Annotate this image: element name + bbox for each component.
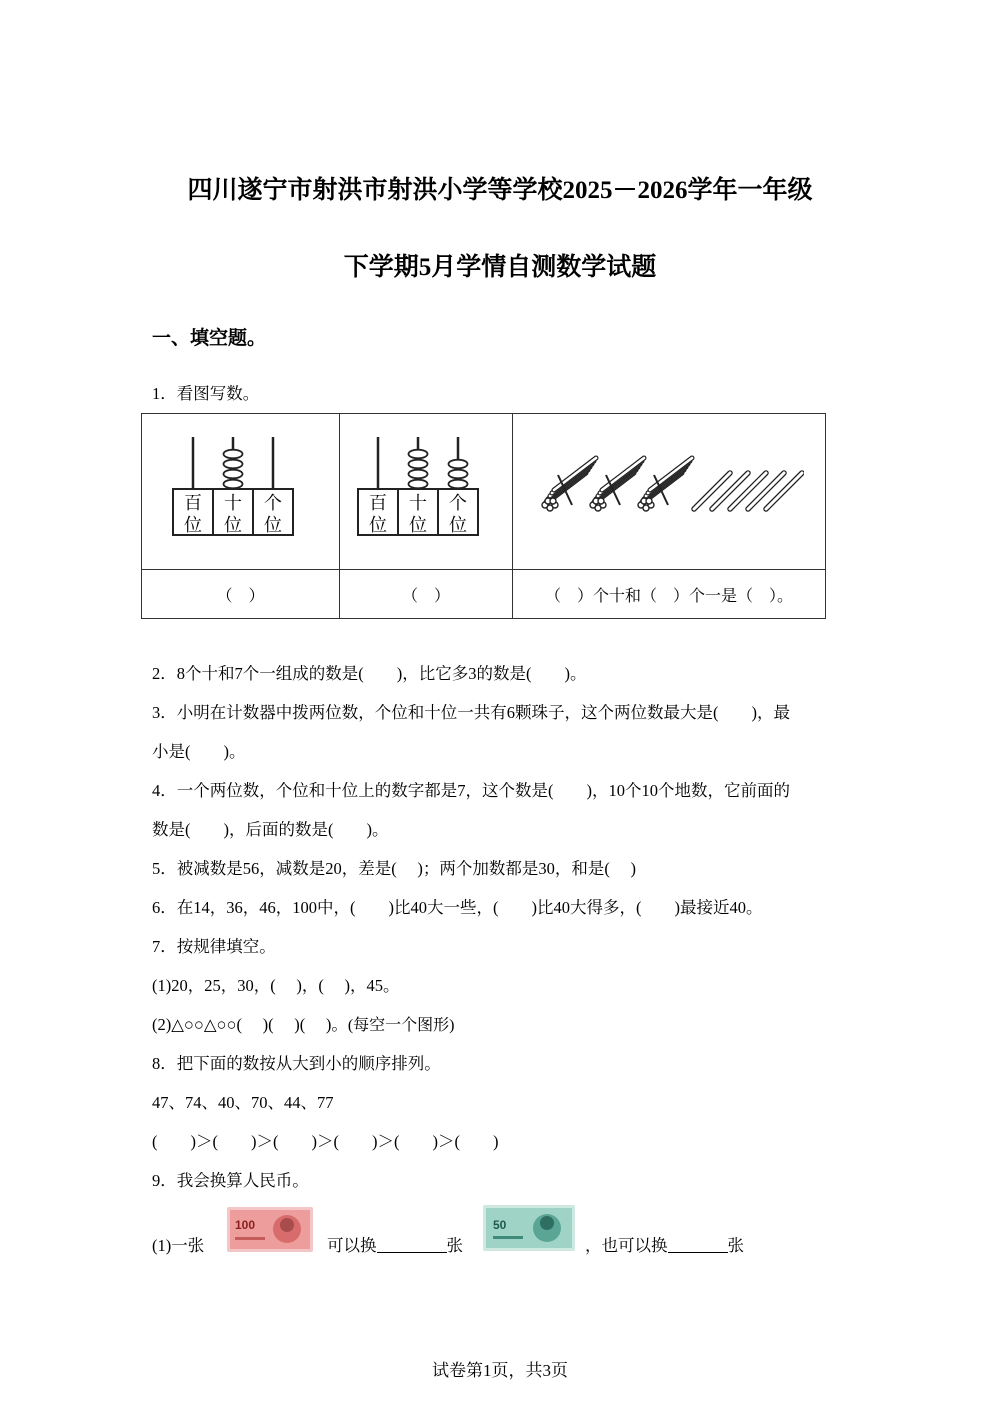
place-label-bottom: 位 [223, 514, 242, 536]
bundle-stick-fill [650, 458, 692, 490]
place-label-top: 百 [369, 492, 387, 514]
bundle-stick-fill [602, 458, 644, 490]
question-3-line-1: 3．小明在计数器中拨两位数，个位和十位一共有6颗珠子，这个两位数最大是( )，最 [152, 703, 790, 722]
abacus-cell-2 [340, 414, 513, 570]
question-7: 7．按规律填空。 [152, 937, 276, 956]
place-label-top: 个 [263, 492, 282, 514]
abacus-bead [409, 469, 428, 478]
stick-bundle [638, 458, 692, 511]
page-footer: 试卷第1页，共3页 [432, 1361, 568, 1380]
note-50-label: 50 [493, 1218, 507, 1232]
abacus-bead [449, 479, 468, 488]
pattern-note: (每空一个图形) [347, 1017, 455, 1034]
place-label-top: 十 [223, 492, 242, 514]
q9-end [585, 1232, 744, 1256]
single-stick-fill [748, 473, 784, 509]
question-3-line-2: 小是( )。 [152, 742, 246, 761]
question-6: 6．在14，36，46，100中，( )比40大一些，( )比40大得多，( )最接近40。 [152, 898, 763, 917]
place-label-bottom: 位 [183, 514, 202, 536]
place-label-top: 个 [449, 492, 467, 514]
question-2: 2．8个十和7个一组成的数是( )，比它多3的数是( )。 [152, 664, 587, 683]
q9-unit-2: 张 [727, 1236, 744, 1255]
question-5: 5．被减数是56，减数是20，差是( )；两个加数都是30，和是( ) [152, 859, 636, 878]
bundle-stick-end [550, 498, 556, 504]
question-4-line-1: 4．一个两位数，个位和十位上的数字都是7，这个数是( )，10个10个地数，它前面的 [152, 781, 790, 800]
single-stick-fill [694, 473, 730, 509]
abacus-bead [223, 469, 242, 478]
blank-2[interactable] [668, 1236, 728, 1253]
question-8: 8．把下面的数按从大到小的顺序排列。 [152, 1054, 441, 1073]
counting-sticks [534, 455, 804, 525]
bundle-stick-end [646, 498, 652, 504]
abacus-bead [449, 459, 468, 468]
answer-cell-2[interactable]: （ ） [340, 570, 513, 619]
abacus-bead [449, 469, 468, 478]
place-label-bottom: 位 [263, 514, 282, 536]
place-label-top: 百 [183, 492, 202, 514]
q9-unit-1: 张 [446, 1236, 463, 1255]
question-1: 1．看图写数。 [152, 384, 260, 403]
place-label-bottom: 位 [369, 514, 387, 536]
single-stick-fill [730, 473, 766, 509]
abacus-bead [223, 479, 242, 488]
title-line-1: 四川遂宁市射洪市射洪小学等学校2025－2026学年一年级 [187, 177, 813, 204]
question-7-part-2 [152, 1011, 455, 1035]
blank-1[interactable] [377, 1236, 447, 1253]
bundle-stick-end [598, 498, 604, 504]
q9-lead: (1)一张 [152, 1236, 205, 1255]
answer-cell-1[interactable]: （ ） [142, 570, 340, 619]
answer-cell-3[interactable]: （ ）个十和（ ）个一是（ ）。 [513, 570, 826, 619]
place-label-top: 十 [409, 492, 427, 514]
abacus-bead [223, 459, 242, 468]
hundred-yuan-note-image [227, 1207, 313, 1252]
stick-bundle [542, 458, 596, 511]
sticks-cell [513, 414, 826, 570]
q9-also: ，也可以换 [585, 1236, 668, 1255]
q9-can-exchange: 可以换 [327, 1236, 377, 1255]
question-8-blanks: ( )＞( )＞( )＞( )＞( )＞( ) [152, 1132, 499, 1151]
question-8-numbers: 47、74、40、70、44、77 [152, 1093, 334, 1112]
question-9: 9．我会换算人民币。 [152, 1171, 309, 1190]
question-1-figure-table [141, 413, 826, 619]
title-line-2: 下学期5月学情自测数学试题 [343, 254, 657, 281]
abacus-bead [409, 479, 428, 488]
question-7-part-1: (1)20，25，30，( )，( )，45。 [152, 976, 400, 995]
stick-bundle [590, 458, 644, 511]
abacus-cell-1 [142, 414, 340, 570]
abacus-bead [223, 449, 242, 458]
single-stick-fill [766, 473, 802, 509]
section-heading: 一、填空题。 [152, 327, 267, 349]
question-4-line-2: 数是( )，后面的数是( )。 [152, 820, 389, 839]
abacus-bead [409, 449, 428, 458]
question-9-part-1-text [152, 1232, 204, 1256]
abacus-bead [409, 459, 428, 468]
fifty-yuan-note-image [483, 1205, 575, 1251]
single-stick-fill [712, 473, 748, 509]
place-label-bottom: 位 [449, 514, 467, 536]
q9-middle [327, 1232, 463, 1256]
note-100-label: 100 [235, 1218, 256, 1232]
place-label-bottom: 位 [409, 514, 427, 536]
abacus-2 [356, 435, 496, 545]
bundle-stick-fill [554, 458, 596, 490]
pattern-text: (2)△○○△○○( )( )( )。 [152, 1015, 348, 1034]
abacus-1 [171, 435, 311, 545]
